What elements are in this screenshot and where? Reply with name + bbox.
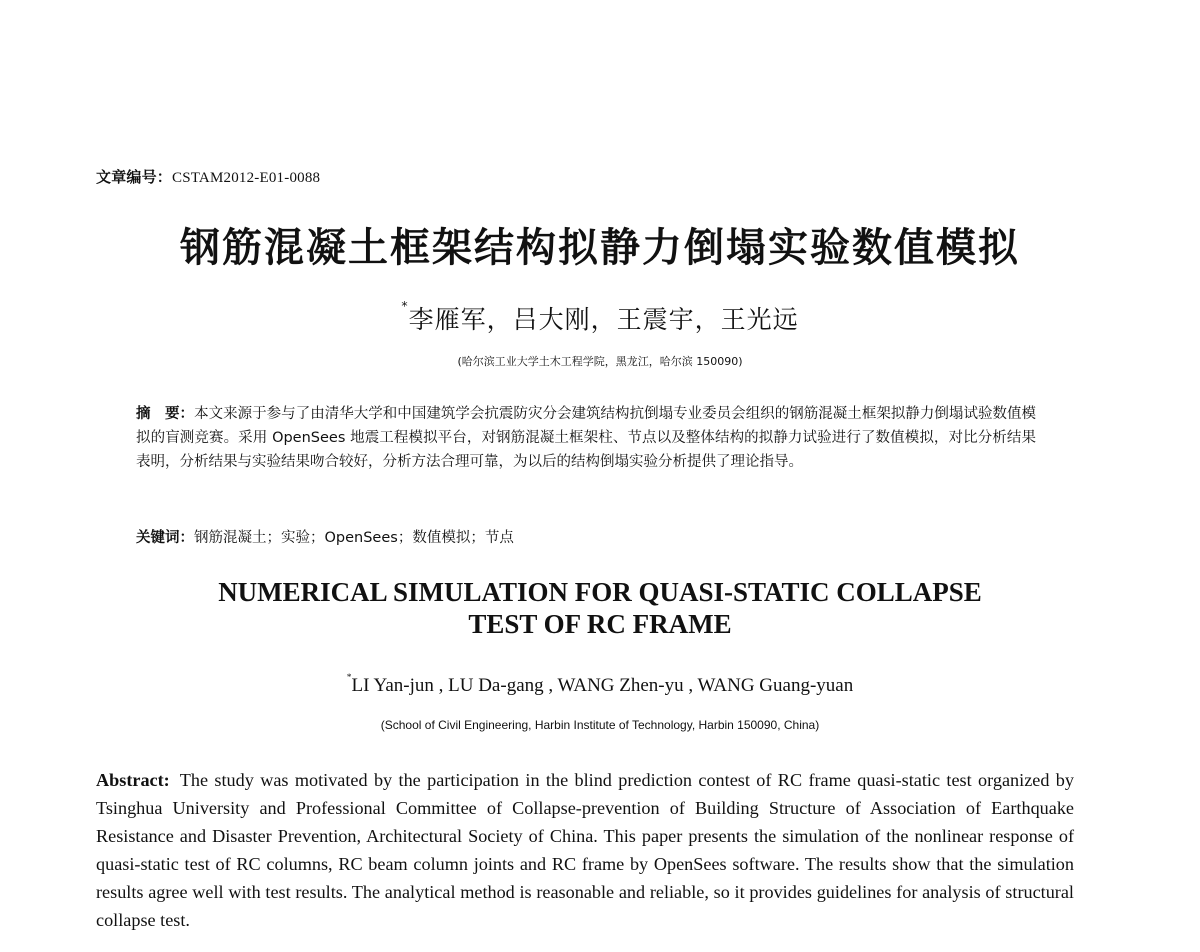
chinese-abstract-label: 摘 要： xyxy=(136,406,195,422)
english-abstract xyxy=(96,766,1074,934)
english-title-line-1: NUMERICAL SIMULATION FOR QUASI-STATIC COLLAPSE xyxy=(218,577,982,607)
article-number-value: CSTAM2012-E01-0088 xyxy=(172,170,321,186)
chinese-abstract xyxy=(136,402,1036,474)
chinese-affiliation: (哈尔滨工业大学土木工程学院，黑龙江，哈尔滨 150090) xyxy=(457,355,743,368)
english-author-list: LI Yan-jun , LU Da-gang , WANG Zhen-yu , WANG Guang-yuan xyxy=(351,675,854,696)
chinese-abstract-text: 本文来源于参与了由清华大学和中国建筑学会抗震防灾分会建筑结构抗倒塌专业委员会组织的钢筋混凝土框架拟静力倒塌试验数值模拟的盲测竞赛。采用 OpenSees 地震工程模拟平台，对钢筋混凝土框架柱、节点以及整体结构的拟静力试验进行了数值模拟，对比分析结果表明，分析结果与实验结果吻合较好，分析方法合理可靠，为以后的结构倒塌实验分析提供了理论指导。 xyxy=(136,406,1037,470)
english-affiliation: (School of Civil Engineering, Harbin Institute of Technology, Harbin 150090, China) xyxy=(380,718,820,732)
chinese-author-list: 李雁军，吕大刚，王震宇，王光远 xyxy=(408,305,799,334)
article-number-label: 文章编号： xyxy=(96,168,173,186)
english-corresponding-author-marker: * xyxy=(346,673,352,683)
chinese-keywords xyxy=(136,526,1036,547)
corresponding-author-marker: * xyxy=(401,298,409,313)
english-abstract-text: The study was motivated by the participation in the blind prediction contest of RC frame quasi-static test organized by Tsinghua University and Professional Committee of Collapse-prevention of Building Structure of Association of Earthquake Resistance and Disaster Prevention, Architectural Society of China. This paper presents the simulation of the nonlinear response of quasi-static test of RC columns, RC beam column joints and RC frame by OpenSees software. The results show that the simulation results agree well with test results. The analytical method is reasonable and reliable, so it provides guidelines for analysis of structural collapse test. xyxy=(96,770,1074,930)
chinese-authors xyxy=(0,300,1200,336)
english-title-line-2: TEST OF RC FRAME xyxy=(468,609,732,639)
english-authors xyxy=(0,675,1200,697)
chinese-title: 钢筋混凝土框架结构拟静力倒塌实验数值模拟 xyxy=(180,225,1020,271)
english-title xyxy=(0,576,1200,640)
article-number xyxy=(96,166,320,187)
chinese-keywords-text: 钢筋混凝土；实验；OpenSees；数值模拟；节点 xyxy=(194,530,514,546)
english-abstract-label: Abstract: xyxy=(96,770,170,790)
chinese-keywords-label: 关键词： xyxy=(136,530,194,546)
